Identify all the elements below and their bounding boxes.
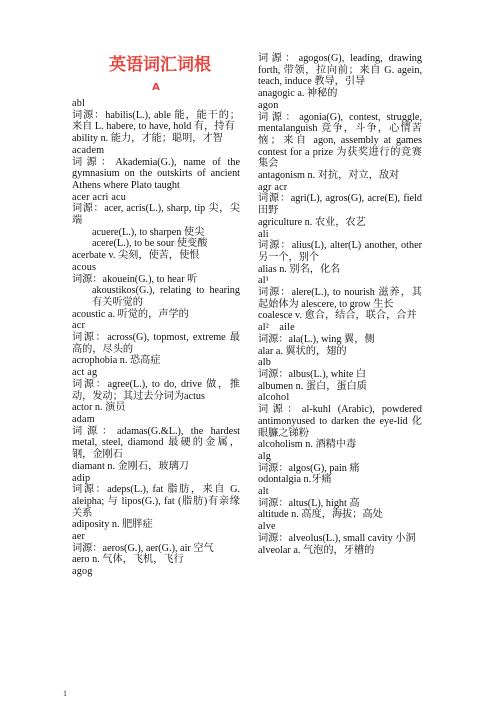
root-heading: agon	[258, 99, 279, 111]
root-heading: alb	[258, 357, 272, 369]
entry-line: 词源：ala(L.), wing 翼，侧	[258, 333, 375, 345]
root-heading: aer	[72, 531, 86, 543]
root-heading: acr	[72, 320, 86, 332]
entry-line: alar a. 翼状的，翅的	[258, 345, 347, 357]
entry-line: alias n. 别名，化名	[258, 263, 341, 275]
root-heading: ali	[258, 228, 269, 240]
root-heading: alve	[258, 521, 276, 533]
entry-line: 词源：adamas(G.&L.), the hardest metal, steel, diamond 最硬的金属，钢，金刚石	[72, 425, 240, 461]
section-letter: A	[152, 82, 160, 93]
entry-line: 词源：agogos(G), leading, drawing forth, 带领，拉向前；来自 G. agein, teach, induce 教导，引导	[258, 53, 422, 88]
right-column	[258, 53, 422, 556]
entry-line: acere(L.), to be sour 使变酸	[92, 238, 208, 250]
entry-line: altitude n. 高度，海拔；高处	[258, 509, 383, 521]
root-heading: alg	[258, 450, 272, 462]
page-number: 1	[63, 689, 67, 698]
entry-line: 词源：aeros(G.), aer(G.), air 空气	[72, 542, 214, 554]
entry-line: 词源：alveolus(L.), small cavity 小洞	[258, 532, 416, 544]
root-heading: agog	[72, 566, 93, 578]
entry-line: actor n. 演员	[72, 402, 126, 414]
entry-line: 词源：adeps(L.), fat 脂肪，来自 G. aleipha; 与 lipos(G.), fat (脂肪)有亲缘关系	[72, 484, 240, 519]
entry-line: aero n. 气体，飞机，飞行	[72, 554, 184, 566]
document-title: 英语词汇词根	[109, 55, 211, 75]
entry-line: 词源：agri(L), agros(G), acre(E), field 田野	[258, 193, 422, 217]
entry-line: acoustic a. 听觉的，声学的	[72, 308, 189, 320]
left-entries	[72, 98, 240, 578]
entry-line: acuere(L.), to sharpen 使尖	[92, 226, 205, 238]
entry-line: 词源：across(G), topmost, extreme 最高的，尽头的	[72, 332, 240, 355]
entry-line: 词源：al-kuhl (Arabic), powdered antimonyused to darken the eye-lid 化眼臁之锑粉	[258, 404, 422, 439]
entry-line: ability n. 能力，才能；聪明，才智	[72, 133, 223, 145]
entry-line: agriculture n. 农业，农艺	[258, 216, 366, 228]
root-heading: academ	[72, 144, 105, 156]
root-heading: abl	[72, 98, 86, 109]
root-heading: alt	[258, 486, 269, 498]
entry-line: 词源：agonia(G), contest, struggle, mentalanguish 竞争，斗争，心情苦恼；来自 agon, assembly at games contest for a prize 为获奖进行的竞赛集会	[258, 111, 422, 170]
entry-line: coalesce v. 愈合，结合，联合，合并	[258, 310, 417, 322]
left-column	[72, 54, 240, 578]
entry-line: akoustikos(G.), relating to hearing 有关听觉的	[92, 285, 240, 308]
root-heading: al¹	[258, 275, 270, 287]
entry-line: diamant n. 金刚石，玻璃刀	[72, 460, 189, 472]
right-entries	[258, 53, 422, 556]
root-heading: act ag	[72, 367, 98, 379]
entry-line: 词源：akouein(G.), to hear 听	[72, 273, 198, 285]
entry-line: 词源：albus(L.), white 白	[258, 368, 367, 380]
entry-line: 词源：alius(L), alter(L) another, other 另一个，别个	[258, 240, 422, 263]
entry-line: 词源：algos(G), pain 痛	[258, 462, 360, 474]
entry-line: acrophobia n. 恐高症	[72, 355, 161, 367]
entry-line: 词源：Akademia(G.), name of the gymnasium on the outskirts of ancient Athens where Plato taught	[72, 156, 240, 191]
root-heading: agr acr	[258, 181, 288, 193]
root-heading: adip	[72, 472, 91, 484]
root-heading: acer acri acu	[72, 191, 127, 203]
entry-line: acerbate v. 尖刻，使苦，使恨	[72, 250, 200, 262]
entry-line: adiposity n. 肥胖症	[72, 519, 153, 531]
entry-line: alcoholism n. 酒精中毒	[258, 439, 357, 451]
entry-line: 词源：altus(L), hight 高	[258, 497, 360, 509]
entry-line: alveolar a. 气泡的，牙槽的	[258, 544, 375, 556]
entry-line: 词源：agree(L.), to do, drive 做，推动，发动；其过去分词为actus	[72, 378, 240, 402]
root-heading: acous	[72, 261, 97, 273]
root-heading: alcohol	[258, 392, 290, 404]
entry-line: albumen n. 蛋白，蛋白质	[258, 380, 367, 392]
root-heading: al² aile	[258, 322, 295, 334]
entry-line: 词源：alere(L.), to nourish 滋养，其起始体为 alescere, to grow 生长	[258, 287, 422, 310]
entry-line: 词源：habilis(L.), able 能，能干的；来自 L. habere, to have, hold 有，持有	[72, 109, 240, 133]
entry-line: 词源：acer, acris(L.), sharp, tip 尖，尖端	[72, 203, 240, 227]
entry-line: anagogic a. 神秘的	[258, 88, 338, 100]
entry-line: odontalgia n.牙痛	[258, 474, 332, 486]
entry-line: antagonism n. 对抗，对立，敌对	[258, 170, 400, 182]
root-heading: adam	[72, 413, 95, 425]
